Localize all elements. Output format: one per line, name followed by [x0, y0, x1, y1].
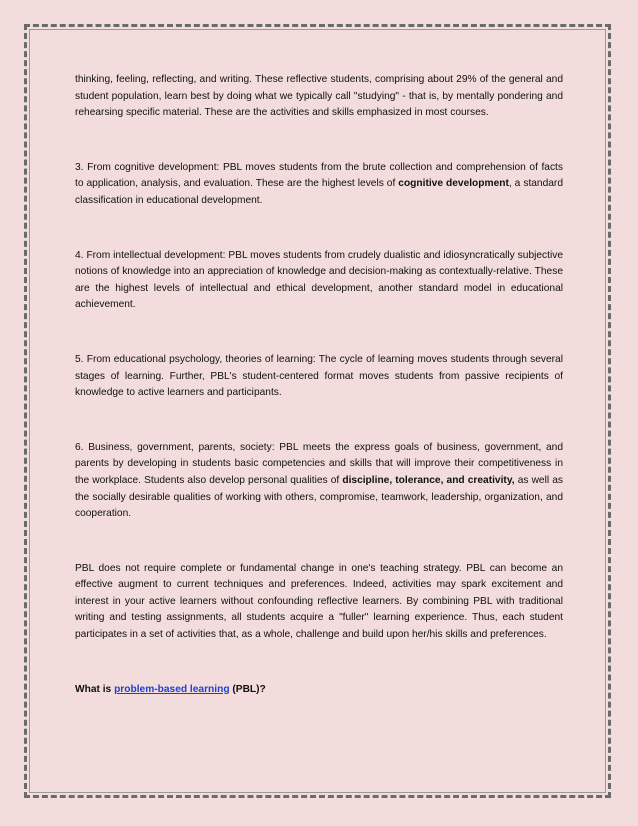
document-body	[75, 72, 563, 698]
paragraph-text: 3. From cognitive development: PBL moves students from the brute collection and comprehension of facts to application, analysis, and evaluation. These are the highest levels of	[75, 161, 563, 190]
heading-suffix: (PBL)?	[229, 683, 266, 695]
paragraph-text: as well as the socially desirable qualities of working with others, compromise, teamwork, leadership, organization, and cooperation.	[75, 474, 563, 520]
paragraph-intellectual-development: 4. From intellectual development: PBL moves students from crudely dualistic and idiosyncratically subjective notions of knowledge into an appreciation of knowledge and decision-making as contextually-relative. These are the highest levels of intellectual and ethical development, another standard model in educational achievement.	[75, 249, 563, 311]
problem-based-learning-link[interactable]: problem-based learning	[114, 683, 230, 695]
paragraph-educational-psychology: 5. From educational psychology, theories of learning: The cycle of learning moves students through several stages of learning. Further, PBL's student-centered format moves students from passive recipients of knowledge to active learners and participants.	[75, 353, 563, 399]
paragraph-reflective-students: thinking, feeling, reflecting, and writing. These reflective students, comprising about 29% of the general and student population, learn best by doing what we typically call "studying" - that is, by mentally pondering and rehearsing specific material. These are the activities and skills emphasized in most courses.	[75, 74, 563, 119]
heading-prefix: What is	[75, 683, 115, 695]
paragraph-teaching-strategy: PBL does not require complete or fundamental change in one's teaching strategy. PBL can become an effective augment to current techniques and preferences. Indeed, activities may spark excitement and interest in your active learners without confounding reflective learners. By combining PBL with traditional writing and testing assignments, all students acquire a "fuller" learning experience. Thus, each student participates in a set of activities that, as a whole, challenge and build upon her/his skills and preferences.	[75, 562, 563, 641]
bold-phrase: discipline, tolerance, and creativity,	[342, 474, 515, 486]
paragraph-text: 6. Business, government, parents, society: PBL meets the express goals of business, government, and parents by developing in students basic competencies and skills that will improve their competitiveness in the workplace. Students also develop personal qualities of	[75, 441, 563, 486]
paragraph-cognitive-development	[75, 160, 563, 210]
paragraph-text: , a standard classification in educational development.	[75, 178, 563, 206]
paragraph-business-government	[75, 440, 563, 523]
section-heading	[75, 682, 563, 699]
bold-phrase: cognitive development	[398, 178, 509, 190]
